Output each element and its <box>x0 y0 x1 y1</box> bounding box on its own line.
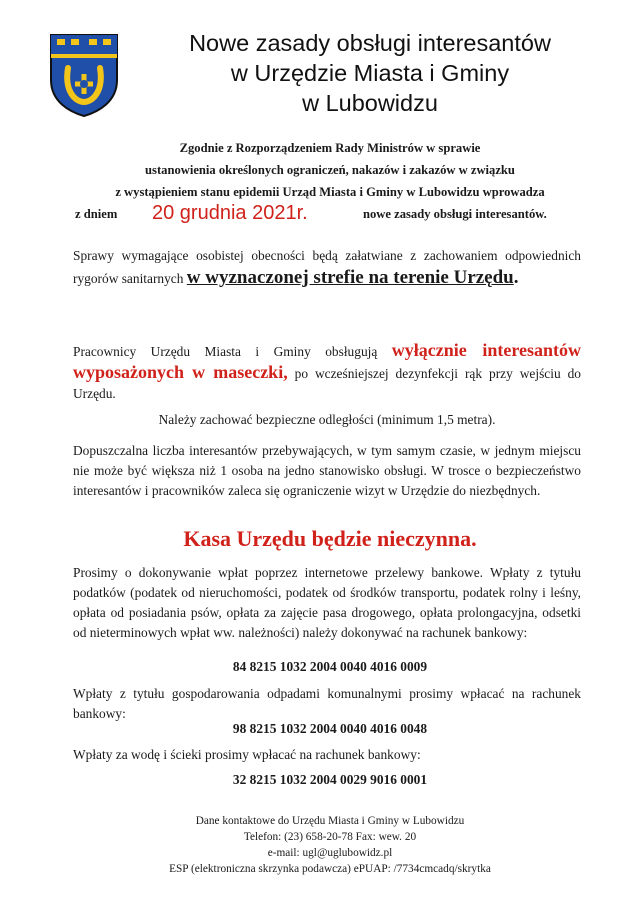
after-date-text: nowe zasady obsługi interesantów. <box>363 207 547 221</box>
coat-of-arms-icon <box>48 32 120 118</box>
title-line-3: w Lubowidzu <box>302 90 438 116</box>
p1-end: . <box>513 267 519 288</box>
bank-account-water: 32 8215 1032 2004 0029 9016 0001 <box>232 772 428 787</box>
water-payments-paragraph: Wpłaty za wodę i ścieki prosimy wpłacać na rachunek bankowy: <box>73 747 421 762</box>
effective-date: 20 grudnia 2021r. <box>152 202 308 224</box>
page-title <box>140 28 600 118</box>
footer-title: Dane kontaktowe do Urzędu Miasta i Gminy w Lubowidzu <box>195 815 465 827</box>
p1-emphasis: w wyznaczonej strefie na terenie Urzędu <box>186 267 514 288</box>
bank-account-taxes: 84 8215 1032 2004 0040 4016 0009 <box>232 659 428 674</box>
footer-phone: Telefon: (23) 658-20-78 Fax: wew. 20 <box>243 831 417 843</box>
title-line-2: w Urzędzie Miasta i Gminy <box>230 60 510 86</box>
cashier-closed-notice: Kasa Urzędu będzie nieczynna. <box>183 526 477 551</box>
rules-paragraph-1 <box>73 245 581 290</box>
bank-account-waste: 98 8215 1032 2004 0040 4016 0048 <box>232 721 428 736</box>
title-line-1: Nowe zasady obsługi interesantów <box>189 30 551 56</box>
rules-paragraph-2 <box>73 340 581 404</box>
payments-paragraph: Prosimy o dokonywanie wpłat poprzez internetowe przelewy bankowe. Wpłaty z tytułu podatków (podatek od nieruchomości, podatek od środków transportu, podatek rolny i leśny, opłata od posiadania psów, opłata za zajęcie pasa drogowego, opłata prolongacyjna, odsetki od nieterminowych wpłat ww. należności) należy dokonywać na rachunek bankowy: <box>73 565 581 640</box>
distance-paragraph: Należy zachować bezpieczne odległości (minimum 1,5 metra). <box>158 412 496 427</box>
intro-line-3: z wystąpieniem stanu epidemii Urząd Miasta i Gminy w Lubowidzu wprowadza <box>115 185 545 199</box>
footer-epuap: ESP (elektroniczna skrzynka podawcza) ePUAP: /7734cmcadq/skrytka <box>169 863 491 875</box>
p1-text: Sprawy wymagające osobistej obecności będą załatwiane z zachowaniem odpowiednich rygorów sanitarnych <box>73 248 581 286</box>
p2-text: Pracownicy Urzędu Miasta i Gminy obsługują <box>73 344 392 359</box>
intro-paragraph <box>60 137 600 203</box>
from-label: z dniem <box>75 207 118 221</box>
p2-end: po wcześniejszej dezynfekcji rąk przy wejściu do Urzędu. <box>73 366 581 401</box>
contact-footer <box>60 813 600 877</box>
capacity-paragraph: Dopuszczalna liczba interesantów przebywających, w tym samym czasie, w jednym miejscu nie może być większa niż 1 osoba na jedno stanowisko obsługi. W trosce o bezpieczeństwo interesantów i pracowników zaleca się ograniczenie wizyt w Urzędzie do niezbędnych. <box>73 443 581 498</box>
p2-emphasis: wyłącznie interesantów wyposażonych w maseczki, <box>73 340 582 382</box>
effective-date-row <box>70 202 610 232</box>
footer-email: e-mail: ugl@uglubowidz.pl <box>267 847 393 859</box>
intro-line-1: Zgodnie z Rozporządzeniem Rady Ministrów w sprawie <box>179 141 481 155</box>
intro-line-2: ustanowienia określonych ograniczeń, nakazów i zakazów w związku <box>145 163 515 177</box>
waste-payments-paragraph: Wpłaty z tytułu gospodarowania odpadami komunalnymi prosimy wpłacać na rachunek bankowy: <box>73 686 581 721</box>
